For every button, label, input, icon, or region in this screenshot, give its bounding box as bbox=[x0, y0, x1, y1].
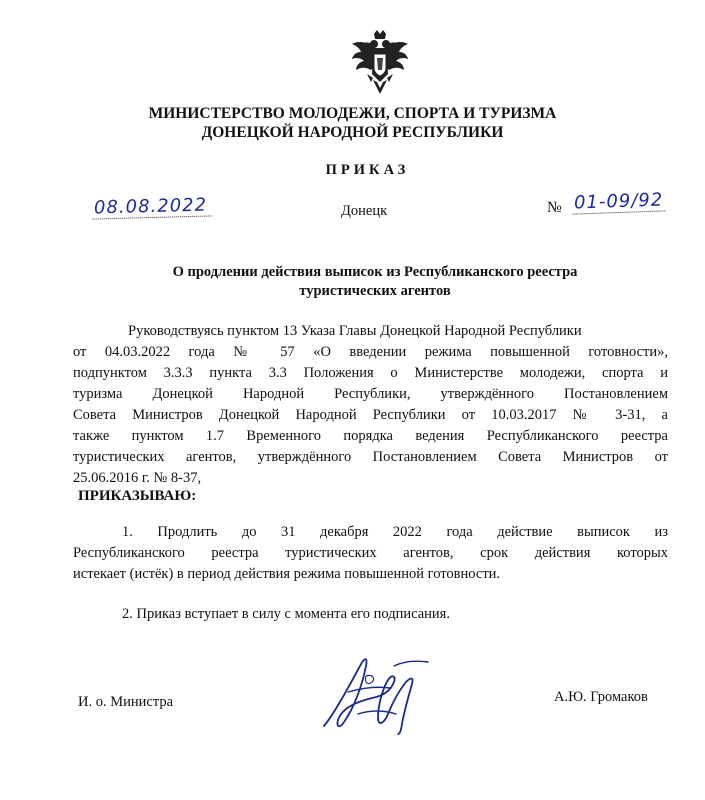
ministry-name-line1: МИНИСТЕРСТВО МОЛОДЕЖИ, СПОРТА И ТУРИЗМА bbox=[148, 105, 557, 122]
subject-line2: туристических агентов bbox=[299, 283, 451, 299]
item2-line: 2. Приказ вступает в силу с момента его подписания. bbox=[122, 606, 450, 622]
order-number: 01-09/92 bbox=[572, 189, 666, 214]
preamble-line: подпунктом 3.3.3 пункта 3.3 Положения о Министерстве молодежи, спорта и bbox=[73, 365, 668, 381]
preamble-line: туризма Донецкой Народной Республики, утверждённого Постановлением bbox=[73, 386, 668, 402]
ministry-name-line2: ДОНЕЦКОЙ НАРОДНОЙ РЕСПУБЛИКИ bbox=[201, 124, 504, 141]
order-directive: ПРИКАЗЫВАЮ: bbox=[78, 488, 197, 504]
item1-line: 1. Продлить до 31 декабря 2022 года действие выписок из bbox=[122, 524, 668, 540]
item1-line: истекает (истёк) в период действия режима повышенной готовности. bbox=[73, 566, 501, 582]
preamble-line: 25.06.2016 г. № 8-37, bbox=[73, 470, 202, 486]
preamble-line: Руководствуясь пунктом 13 Указа Главы Донецкой Народной Республики bbox=[128, 323, 582, 339]
item1-line: Республиканского реестра туристических агентов, срок действия которых bbox=[73, 545, 668, 561]
handwritten-signature bbox=[318, 652, 436, 736]
coat-of-arms-icon bbox=[351, 30, 409, 96]
preamble-line: от 04.03.2022 года № 57 «О введении режима повышенной готовности», bbox=[73, 344, 668, 360]
signatory-title: И. о. Министра bbox=[78, 694, 174, 710]
order-subject bbox=[0, 263, 705, 301]
document-type: ПРИКАЗ bbox=[325, 162, 410, 178]
subject-line1: О продлении действия выписок из Республиканского реестра bbox=[172, 264, 578, 280]
signatory-name: А.Ю. Громаков bbox=[554, 689, 648, 705]
preamble-line: туристических агентов, утверждённого Постановлением Совета Министров от bbox=[73, 449, 668, 465]
order-number-label: № bbox=[547, 199, 562, 216]
preamble-line: Совета Министров Донецкой Народной Республики от 10.03.2017 № 3-31, а bbox=[73, 407, 668, 423]
preamble-line: также пунктом 1.7 Временного порядка ведения Республиканского реестра bbox=[73, 428, 668, 444]
ministry-name bbox=[0, 104, 705, 142]
order-date: 08.08.2022 bbox=[92, 194, 212, 219]
order-city: Донецк bbox=[341, 203, 388, 219]
